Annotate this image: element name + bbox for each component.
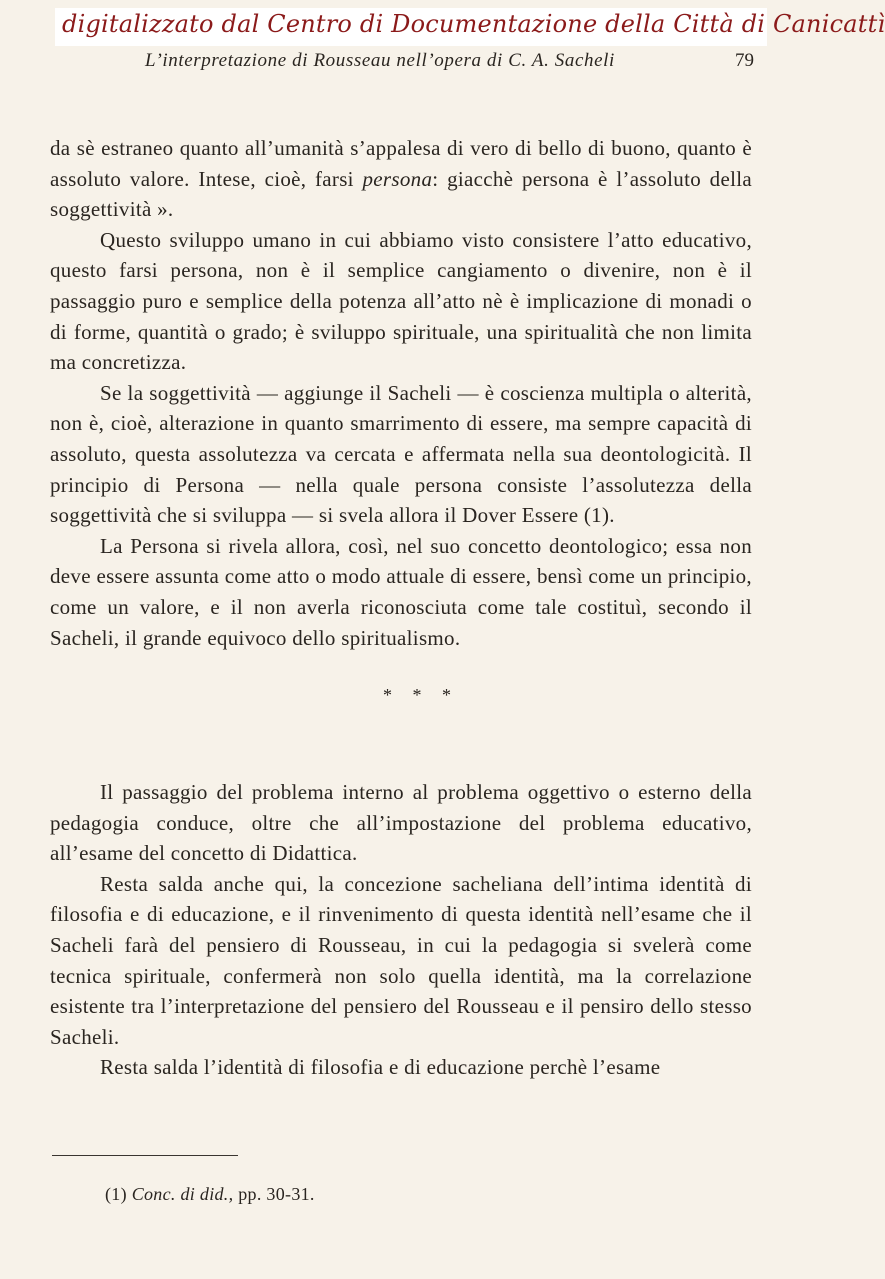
body-text xyxy=(50,133,752,1083)
footnote-pages: pp. 30-31. xyxy=(238,1184,315,1204)
paragraph-1 xyxy=(50,133,752,225)
paragraph-2: Questo sviluppo umano in cui abbiamo visto consistere l’atto educativo, questo farsi persona, non è il semplice cangiamento o divenire, non è il passaggio puro e semplice della potenza all’atto nè è implicazione di monadi o di forme, quantità o grado; è sviluppo spirituale, una spiritualità che non limita ma concretizza. xyxy=(50,227,752,375)
section-break: * * * xyxy=(383,685,459,706)
paragraph-1-text-before: da sè estraneo quanto all’umanità s’appalesa di vero di bello di buono, quanto è assoluto valore. Intese, cioè, farsi xyxy=(50,136,752,191)
page-number: 79 xyxy=(735,50,754,71)
paragraph-5: Il passaggio del problema interno al problema oggettivo o esterno della pedagogia conduce, oltre che all’impostazione del problema educativo, all’esame del concetto di Didattica. xyxy=(50,780,752,866)
paragraph-6: Resta salda anche qui, la concezione sacheliana dell’intima identità di filosofia e di educazione, e il rinvenimento di questa identità nell’esame che il Sacheli farà del pensiero di Rousseau, in cui la pedagogia si svelerà come tecnica spirituale, confermerà non solo quella identità, ma la correlazione esistente tra l’interpretazione del pensiero del Rousseau e il pensiro dello stesso Sacheli. xyxy=(50,871,752,1049)
footnote-rule xyxy=(52,1155,238,1156)
running-title: L’interpretazione di Rousseau nell’opera di C. A. Sacheli xyxy=(145,50,615,71)
paragraph-4: La Persona si rivela allora, così, nel suo concetto deontologico; essa non deve essere assunta come atto o modo attuale di essere, bensì come un principio, come un valore, e il non averla riconosciuta come tale costituì, secondo il Sacheli, il grande equivoco dello spiritualismo. xyxy=(50,533,752,650)
paragraph-7: Resta salda l’identità di filosofia e di educazione perchè l’esame xyxy=(100,1055,661,1080)
paragraph-3: Se la soggettività — aggiunge il Sacheli — è coscienza multipla o alterità, non è, cioè, alterazione in quanto smarrimento di essere, ma sempre capacità di assoluto, questa assolutezza va cercata e affermata nella sua deontologicità. Il principio di Persona — nella quale persona consiste l’assolutezza della soggettività che si sviluppa — si svela allora il Dover Essere (1). xyxy=(50,380,752,528)
paragraph-1-text-after: : giacchè persona è l’assoluto della soggettività ». xyxy=(50,166,752,222)
footnote xyxy=(105,1184,315,1205)
footnote-title: Conc. di did., xyxy=(131,1184,234,1204)
watermark-text: digitalizzato dal Centro di Documentazione della Città di Canicattì xyxy=(62,10,885,38)
footnote-number: (1) xyxy=(105,1184,127,1204)
emphasized-word: persona xyxy=(362,166,433,191)
